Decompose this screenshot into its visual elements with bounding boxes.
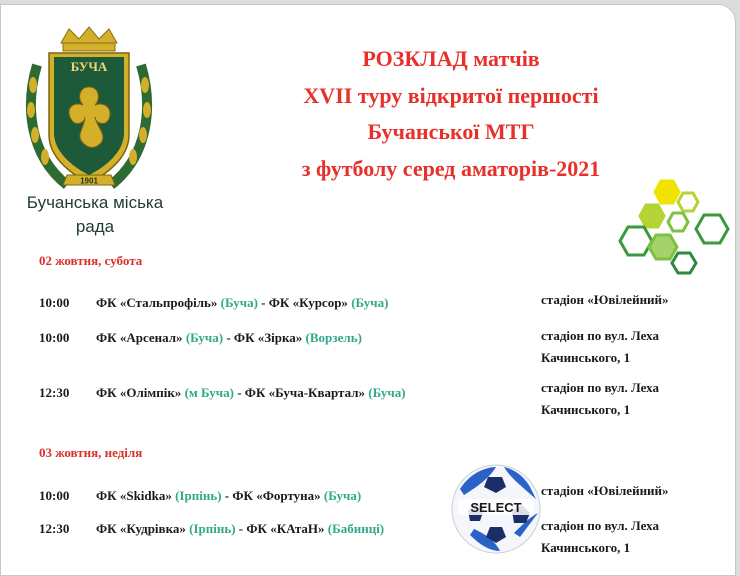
title-line-4: з футболу серед аматорів-2021 [301, 155, 601, 181]
venue-line1: стадіон по вул. Леха [541, 518, 659, 533]
page-title [251, 41, 651, 187]
title-line-3: Бучанської МТГ [367, 119, 535, 144]
team-home: ФК «Арсенал» [96, 330, 183, 345]
match-teams [96, 295, 388, 311]
match-separator: - [257, 295, 269, 310]
team-away-city: (Бабинці) [327, 521, 385, 536]
crest-town-name: БУЧА [70, 59, 108, 74]
team-away-city: (Ворзель) [305, 330, 362, 345]
title-line-1: РОЗКЛАД матчів [362, 46, 540, 71]
day-heading-1: 02 жовтня, субота [39, 253, 143, 268]
team-home-city: (м Буча) [184, 385, 234, 400]
match-venue [541, 377, 721, 421]
team-home-city: (Ірпінь) [189, 521, 236, 536]
day-heading-2: 03 жовтня, неділя [39, 445, 143, 460]
team-away-city: (Буча) [351, 295, 389, 310]
venue-line2: Качинського, 1 [541, 540, 631, 555]
match-teams [96, 488, 361, 504]
council-name-line2: рада [75, 217, 115, 236]
match-time: 10:00 [39, 330, 70, 345]
soccer-ball-icon [450, 463, 542, 555]
crest-year: 1901 [80, 176, 98, 186]
match-separator: - [221, 488, 233, 503]
match-venue [541, 289, 721, 311]
team-home: ФК «Стальпрофіль» [96, 295, 218, 310]
decorative-hexagons [616, 175, 736, 285]
team-away: ФК «Буча-Квартал» [244, 385, 366, 400]
match-time: 10:00 [39, 488, 70, 503]
team-home-city: (Буча) [220, 295, 258, 310]
ball-brand: SELECT [470, 500, 522, 515]
team-home: ФК «Олімпік» [96, 385, 182, 400]
match-teams [96, 521, 384, 537]
team-away-city: (Буча) [323, 488, 362, 503]
team-home: ФК «Кудрівка» [96, 521, 186, 536]
team-home: ФК «Skidka» [96, 488, 172, 503]
schedule-card [0, 4, 736, 576]
team-away: ФК «Курсор» [268, 295, 348, 310]
venue-line1: стадіон по вул. Леха [541, 380, 659, 395]
match-venue [541, 515, 721, 559]
venue-line2: Качинського, 1 [541, 350, 631, 365]
title-line-2: XVII туру відкритої першості [303, 82, 599, 108]
venue-line1: стадіон «Ювілейний» [541, 292, 669, 307]
venue-line1: стадіон по вул. Леха [541, 328, 659, 343]
venue-line1: стадіон «Ювілейний» [541, 483, 669, 498]
match-time: 12:30 [39, 521, 70, 536]
council-name-line1: Бучанська міська [26, 193, 164, 212]
team-away: ФК «Фортуна» [232, 488, 321, 503]
venue-line2: Качинського, 1 [541, 402, 631, 417]
match-teams [96, 385, 406, 401]
match-separator: - [235, 521, 247, 536]
match-time: 10:00 [39, 295, 70, 310]
team-home-city: (Ірпінь) [175, 488, 222, 503]
match-separator: - [223, 330, 234, 345]
team-home-city: (Буча) [185, 330, 224, 345]
match-teams [96, 330, 362, 346]
team-away: ФК «Зірка» [233, 330, 303, 345]
council-name [15, 191, 175, 239]
match-time: 12:30 [39, 385, 70, 400]
match-separator: - [233, 385, 245, 400]
team-away: ФК «КАтаН» [246, 521, 325, 536]
buchа-coat-of-arms [19, 25, 159, 195]
match-venue [541, 480, 721, 502]
team-away-city: (Буча) [368, 385, 406, 400]
match-venue [541, 325, 721, 369]
